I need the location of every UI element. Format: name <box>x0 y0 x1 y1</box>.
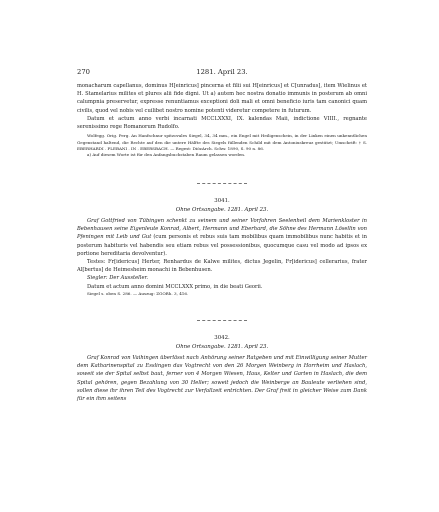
document-summary: Graf Konrad von Vaihingen überlässt nach Anhörung seiner Ratgeben und mit Einwilligung seiner Mutter dem Katharinenspital zu Esslingen das Vogtrecht von den 26 Morgen Weinberg in Horrheim und Haslach, soweit sie der Spital selbst baut, ferner von 4 Morgen Wiesen, Haus, Kelter und Garten in Haslach, die dem Spital gehören, gegen Bezahlung von 30 Heller; soweit jedoch die Weinberge an Bauleute verliehen sind, sollen diese ihr ihren Teil des Vogtrecht zur Verfallzeit entrichten. Der Graf freit in gleicher Weise zum Dank für ein ihm seitens <box>77 355 367 403</box>
sealer: Siegler: Der Aussteller. <box>87 275 149 282</box>
dating-paragraph: Datum et actum anno domini MCCLXXX primo, in die beati Georii. <box>87 283 263 290</box>
section-divider <box>197 320 247 322</box>
body-paragraph: monacharum capellanus, dominus H[einricus] pincerna et filii sui H[einricus] et C[unradus], item Wielinus et H. Stamelarius milites et plures alii fide digni. Ut a) autem hec nostra donatio immunis in posterum ab omni calumpnia preservetur, expresse renuntiamus exceptioni doli mali et omni beneficio iuris tam canonici quam civilis, quod vel nobis vel cuilibet nostro nomine potenti videretur competere in futurum. <box>77 83 367 114</box>
summary-italic: Graf Gottfried von Tübingen schenkt zu seinem und seiner Vorfahren Seelenheil dem Marienkloster in Bebenhausen seine Eigenleute Konrad, Albert, Hermann und Eberhard, die Söhne des Hermann Lösellin von Pfeningen mit Leib und Gut <box>77 218 367 241</box>
document-date: Ohne Ortsangabe. 1281. April 23. <box>175 344 269 350</box>
document-number: 3042. <box>214 335 230 341</box>
section-divider <box>197 183 247 185</box>
document-3042 <box>77 334 367 403</box>
document-date: Ohne Ortsangabe. 1281. April 23. <box>175 207 269 213</box>
archival-note: Siegel s. oben S. 286. — Auszug: ZGORh. 3, 416. <box>87 290 189 296</box>
running-title: 1281. April 23. <box>196 68 248 76</box>
document-number: 3041. <box>214 198 230 204</box>
separator-2 <box>77 320 367 322</box>
separator-1 <box>77 183 367 185</box>
document-3041 <box>77 197 367 297</box>
dating-paragraph: Datum et actum anno verbi incarnati MCCLXXXI, IX. kalendas Maii, indictione VIIII., regnante serenissimo rege Romanorum Rudolfo. <box>77 115 367 131</box>
footnote: a) Auf diesem Worte ist für den Anfangsbuchstaben Raum gelassen worden. <box>87 152 246 158</box>
witnesses: Testes: Fr[idericus] Herter, Renhardus de Kalwe milites, dictus Jegelin, Fr[idericus] cellerarius, frater Al[bertus] de Heimesheim monachi in Bebenhusen. <box>77 259 367 274</box>
summary-latin: (cum personis et rebus suis tam mobilibus quam immobilibus nunc habitis et in posterum habituris vel habendis seu etiam rebus vel possessionibus, quocumque casu vel modo ad ipsos ex portione hereditaria devolventur). <box>77 234 367 257</box>
page-header <box>77 68 367 78</box>
continued-document <box>77 82 367 159</box>
document-summary <box>77 217 367 258</box>
archival-note: Wolfegg. Orig. Perg. An Hanfschnur spitzovales Siegel, 34, 34 mm., ein Engel mit Heiligenschein, in der Linken einen unkenntlichen Gegenstand haltend, die Rechte auf den die untere Hälfte des Siegels füllenden Schild mit dem Antoniuskreuz gestützt; Umschrift: † S. EBERHARDI . PLEBANI . IN . EBERSBACH. — Regest: DiözArch. Schw. 1890, S. 90 n. 86. <box>77 133 367 152</box>
page-number: 270 <box>77 68 90 76</box>
